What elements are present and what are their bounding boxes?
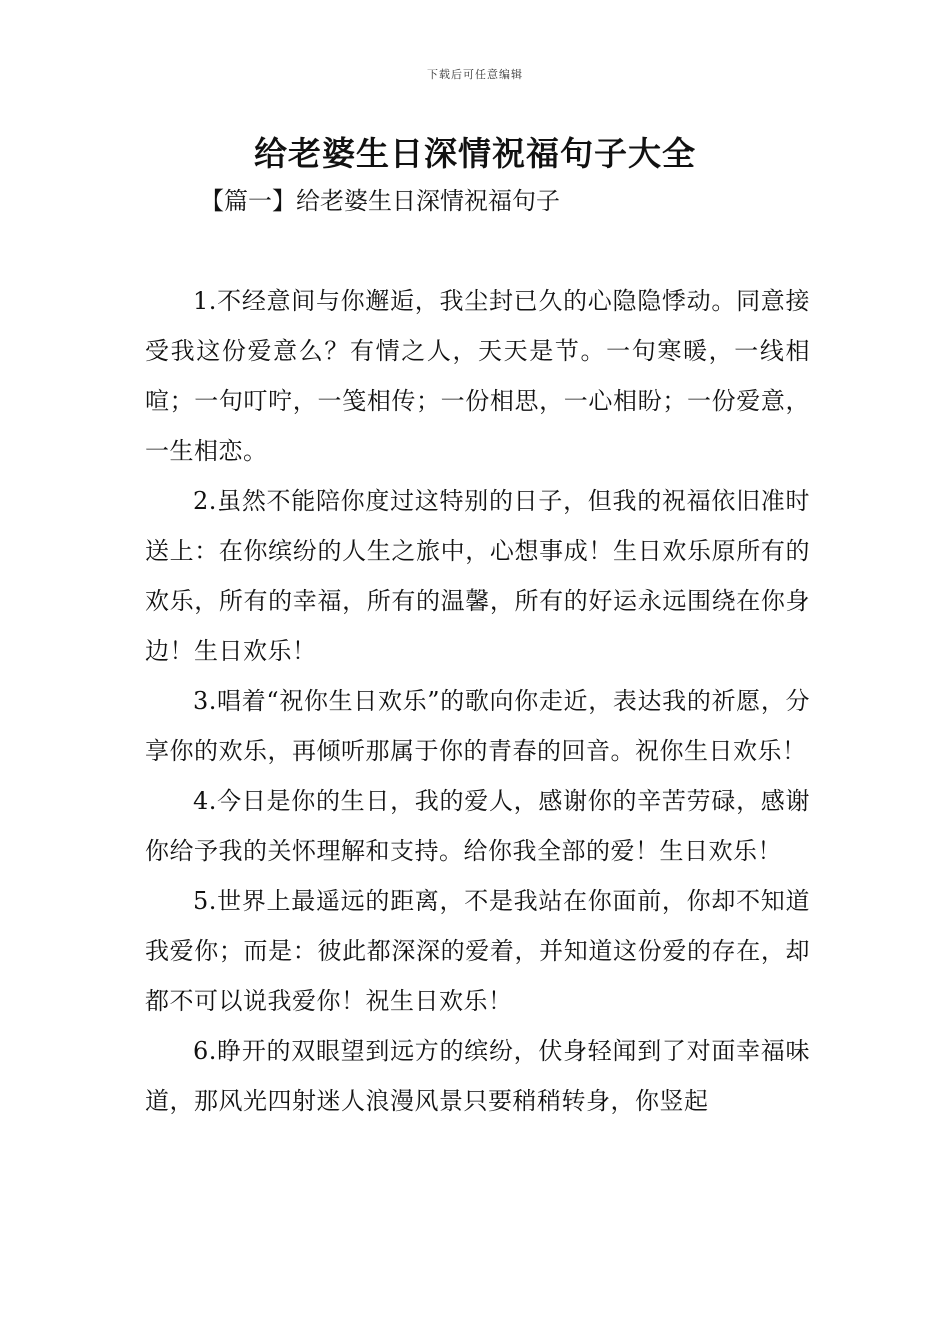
paragraph-2: 2.虽然不能陪你度过这特别的日子，但我的祝福依旧准时送上：在你缤纷的人生之旅中，心想事成！生日欢乐原所有的欢乐，所有的幸福，所有的温馨，所有的好运永远围绕在你身边！生日欢乐！ xyxy=(145,487,810,665)
paragraph-1: 1.不经意间与你邂逅，我尘封已久的心隐隐悸动。同意接受我这份爱意么？有情之人，天天是节。一句寒暖，一线相喧；一句叮咛，一笺相传；一份相思，一心相盼；一份爱意，一生相恋。 xyxy=(145,287,810,465)
section-heading: 【篇一】给老婆生日深情祝福句子 xyxy=(200,187,560,215)
paragraph-6: 6.睁开的双眼望到远方的缤纷，伏身轻闻到了对面幸福味道，那风光四射迷人浪漫风景只要稍稍转身，你竖起 xyxy=(145,1037,810,1115)
document-title: 给老婆生日深情祝福句子大全 xyxy=(254,134,696,173)
paragraph-3: 3.唱着“祝你生日欢乐”的歌向你走近，表达我的祈愿，分享你的欢乐，再倾听那属于你的青春的回音。祝你生日欢乐！ xyxy=(145,687,810,765)
paragraph-4: 4.今日是你的生日，我的爱人，感谢你的辛苦劳碌，感谢你给予我的关怀理解和支持。给你我全部的爱！生日欢乐！ xyxy=(145,787,810,865)
header-note: 下载后可任意编辑 xyxy=(427,68,523,81)
document-body xyxy=(145,276,810,1126)
paragraph-5: 5.世界上最遥远的距离，不是我站在你面前，你却不知道我爱你；而是：彼此都深深的爱着，并知道这份爱的存在，却都不可以说我爱你！祝生日欢乐！ xyxy=(145,887,810,1015)
